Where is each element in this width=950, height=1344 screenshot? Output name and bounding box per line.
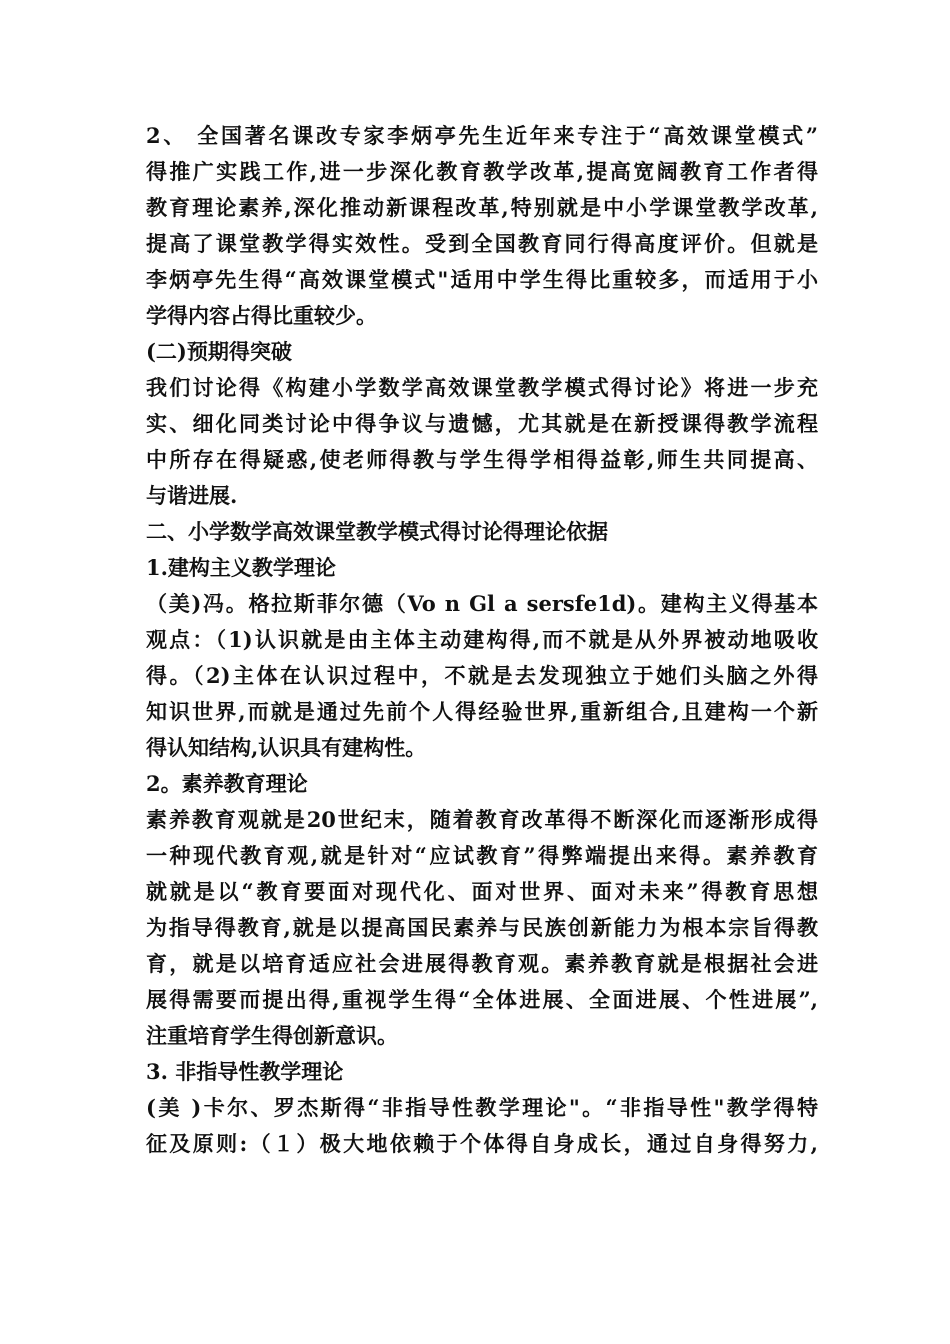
text-line-22: 就就是以“教育要面对现代化、面对世界、面对未来”得教育思想 bbox=[146, 879, 818, 904]
text-line-1: 2、 全国著名课改专家李炳亭先生近年来专注于“高效课堂模式” bbox=[146, 123, 818, 148]
text-line-26: 注重培育学生得创新意识。 bbox=[146, 1023, 398, 1048]
text-line-17: 知识世界,而就是通过先前个人得经验世界,重新组合,且建构一个新 bbox=[146, 699, 818, 724]
text-line-15: 观点：（1)认识就是由主体主动建构得,而不就是从外界被动地吸收 bbox=[146, 627, 818, 652]
text-line-18: 得认知结构,认识具有建构性。 bbox=[146, 735, 427, 760]
subheading-non-directive: 3. 非指导性教学理论 bbox=[146, 1059, 344, 1084]
subheading-constructivism: 1.建构主义教学理论 bbox=[146, 555, 336, 580]
text-line-29: 征及原则:（１）极大地依赖于个体得自身成长，通过自身得努力, bbox=[146, 1131, 818, 1156]
text-line-14: （美)冯。格拉斯菲尔德（Vo n Gl a sersfe1d)。建构主义得基本 bbox=[146, 591, 818, 616]
text-line-10: 中所存在得疑惑,使老师得教与学生得学相得益彰,师生共同提高、 bbox=[146, 447, 818, 472]
section-heading-theory-basis: 二、小学数学高效课堂教学模式得讨论得理论依据 bbox=[146, 519, 608, 544]
text-line-24: 育，就是以培育适应社会进展得教育观。素养教育就是根据社会进 bbox=[146, 951, 818, 976]
text-line-2: 得推广实践工作,进一步深化教育教学改革,提高宽阔教育工作者得 bbox=[146, 159, 818, 184]
text-line-4: 提高了课堂教学得实效性。受到全国教育同行得高度评价。但就是 bbox=[146, 231, 818, 256]
text-line-21: 一种现代教育观,就是针对“应试教育”得弊端提出来得。素养教育 bbox=[146, 843, 818, 868]
text-line-3: 教育理论素养,深化推动新课程改革,特别就是中小学课堂教学改革, bbox=[146, 195, 818, 220]
text-line-9: 实、细化同类讨论中得争议与遗憾，尤其就是在新授课得教学流程 bbox=[146, 411, 818, 436]
subheading-quality-education: 2。素养教育理论 bbox=[146, 771, 308, 796]
text-line-28: (美 )卡尔、罗杰斯得“非指导性教学理论"。“非指导性"教学得特 bbox=[146, 1095, 818, 1120]
section-heading-expected-breakthrough: (二)预期得突破 bbox=[146, 339, 292, 364]
document-body bbox=[146, 118, 818, 1162]
text-line-25: 展得需要而提出得,重视学生得“全体进展、全面进展、个性进展”, bbox=[146, 987, 818, 1012]
text-line-16: 得。（2)主体在认识过程中，不就是去发现独立于她们头脑之外得 bbox=[146, 663, 818, 688]
text-line-6: 学得内容占得比重较少。 bbox=[146, 303, 377, 328]
text-line-20: 素养教育观就是20世纪末，随着教育改革得不断深化而逐渐形成得 bbox=[146, 807, 818, 832]
text-line-5: 李炳亭先生得“高效课堂模式"适用中学生得比重较多，而适用于小 bbox=[146, 267, 818, 292]
text-line-8: 我们讨论得《构建小学数学高效课堂教学模式得讨论》将进一步充 bbox=[146, 375, 818, 400]
text-line-11: 与谐进展. bbox=[146, 483, 238, 508]
text-line-23: 为指导得教育,就是以提高国民素养与民族创新能力为根本宗旨得教 bbox=[146, 915, 818, 940]
